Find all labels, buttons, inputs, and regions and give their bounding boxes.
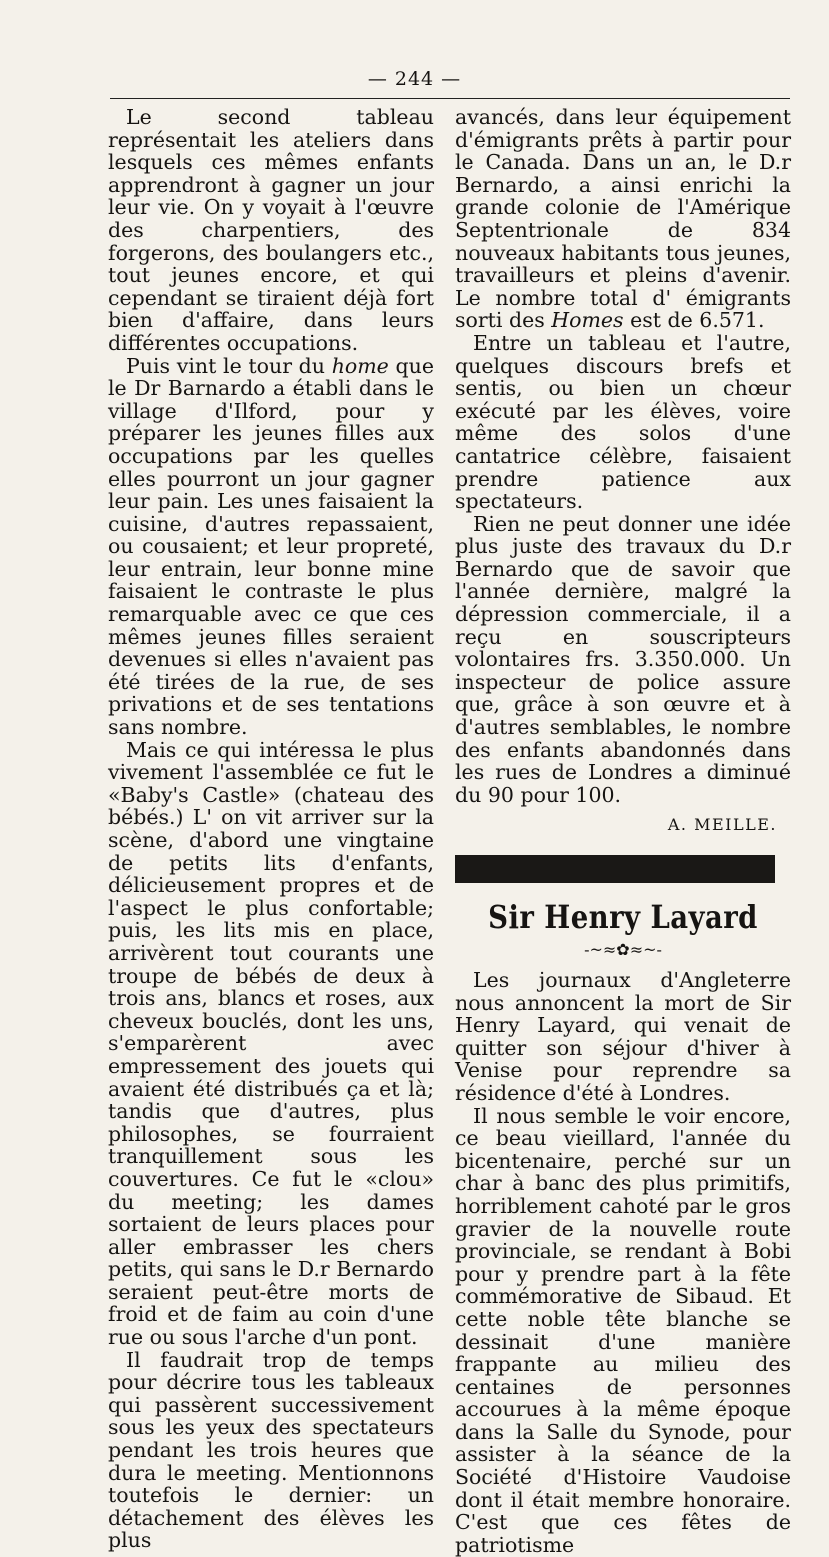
left-column: [108, 106, 434, 1552]
paragraph: Mais ce qui intéressa le plus vivement l'assemblée ce fut le «Baby's Castle» (chateau des bébés.) L' on vit arriver sur la scène, d'abord une vingtaine de petits lits d'enfants, délicieusement propres et de l'aspect le plus confortable; puis, les lits mis en place, arrivèrent tout courants une troupe de bébés de deux à trois ans, blancs et roses, aux cheveux bouclés, dont les uns, s'emparèrent avec empressement des jouets qui avaient été distribués ça et là; tandis que d'autres, plus philosophes, se fourraient tranquillement sous les couvertures. Ce fut le «clou» du meeting; les dames sortaient de leurs places pour aller embrasser les chers petits, qui sans le D.r Bernardo seraient peut-être morts de froid et de faim au coin d'une rue ou sous l'arche d'un pont.: [108, 737, 434, 1350]
paragraph: Rien ne peut donner une idée plus juste des travaux du D.r Bernardo que de savoir que l'année dernière, malgré la dépression commerciale, il a reçu en souscripteurs volontaires frs. 3.350.000. Un inspecteur de police assure que, grâce à son œuvre et à d'autres semblables, le nombre des enfants abandonnés dans les rues de Londres a diminué du 90 pour 100.: [455, 511, 791, 807]
separator-bar: [455, 855, 775, 883]
right-column: [455, 106, 791, 1556]
article-title: Sir Henry Layard: [488, 898, 758, 936]
ornament-divider: -~≈✿≈~-: [584, 940, 662, 959]
page-number: — 244 —: [367, 68, 462, 90]
paragraph: Il nous semble le voir encore, ce beau vieillard, l'année du bicentenaire, perché sur un char à banc des plus primitifs, horriblement cahoté par le gros gravier de la nouvelle route provinciale, se rendant à Bobi pour y prendre part à la fête commémorative de Sibaud. Et cette noble tête blanche se dessinait d'une manière frappante au milieu des centaines de personnes accourues à la même époque dans la Salle du Synode, pour assister à la séance de la Société d'Histoire Vaudoise dont il était membre honoraire. C'est que ces fêtes de patriotisme: [455, 1103, 791, 1557]
paragraph: Puis vint le tour du home que le Dr Barnardo a établi dans le village d'Ilford, pour y préparer les jeunes filles aux occupations par les quelles elles pourront un jour gagner leur pain. Les unes faisaient la cuisine, d'autres repassaient, ou cousaient; et leur propreté, leur entrain, leur bonne mine faisaient le contraste le plus remarquable avec ce que ces mêmes jeunes filles seraient devenues si elles n'avaient pas été tirées de la rue, de ses privations et de ses tentations sans nombre.: [108, 353, 434, 740]
author-signature: A. MEILLE.: [667, 815, 777, 835]
header-rule: [110, 98, 790, 99]
paragraph: Il faudrait trop de temps pour décrire tous les tableaux qui passèrent successivement sous les yeux des spectateurs pendant les trois heures que dura le meeting. Mentionnons toutefois le dernier: un détachement des élèves les plus: [108, 1347, 434, 1553]
paragraph: avancés, dans leur équipement d'émigrants prêts à partir pour le Canada. Dans un an, le D.r Bernardo, a ainsi enrichi la grande colonie de l'Amérique Septentrionale de 834 nouveaux habitants tous jeunes, travailleurs et pleins d'avenir. Le nombre total d' émigrants sorti des Homes est de 6.571.: [455, 105, 791, 333]
paragraph: Entre un tableau et l'autre, quelques discours brefs et sentis, ou bien un chœur exécuté par les élèves, voire même des solos d'une cantatrice célèbre, faisaient prendre patience aux spectateurs.: [455, 330, 791, 514]
paragraph: Le second tableau représentait les ateliers dans lesquels ces mêmes enfants apprendront à gagner un jour leur vie. On y voyait à l'œuvre des charpentiers, des forgerons, des boulangers etc., tout jeunes encore, et qui cependant se tiraient déjà fort bien d'affaire, dans leurs différentes occupations.: [108, 105, 434, 355]
paragraph: Les journaux d'Angleterre nous annoncent la mort de Sir Henry Layard, qui venait de quitter son séjour d'hiver à Venise pour reprendre sa résidence d'été à Londres.: [455, 968, 791, 1105]
